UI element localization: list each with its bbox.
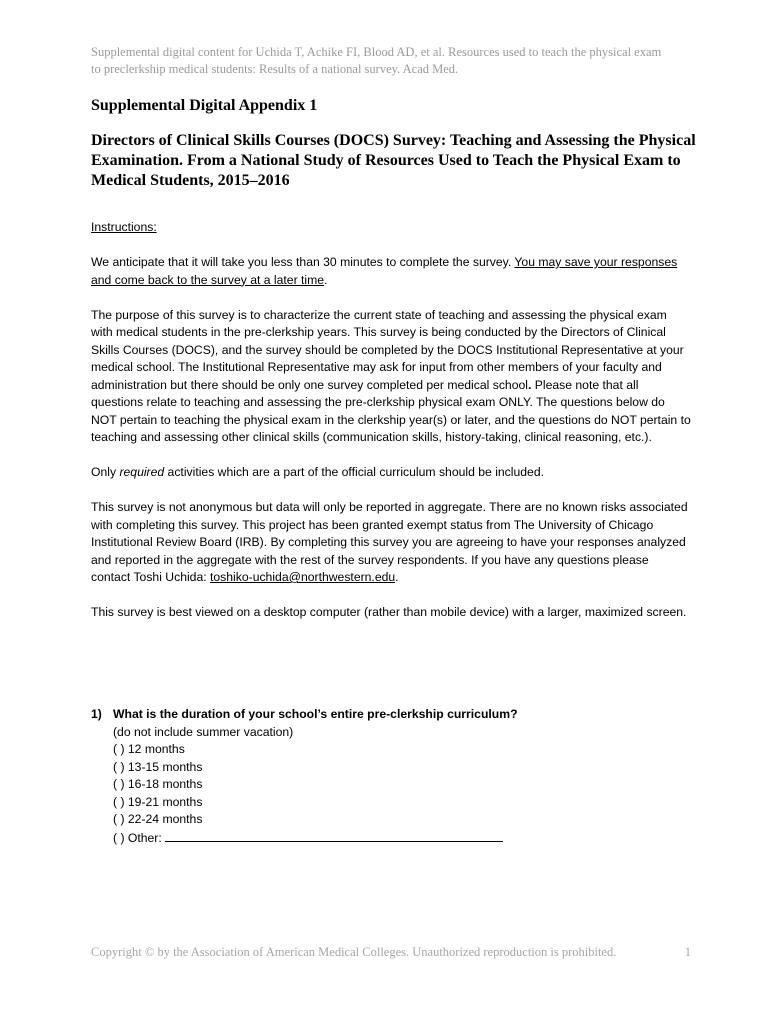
question-number: 1) [91, 707, 102, 721]
purpose-note: Please note that all questions relate to teaching and assessing the pre-clerkship physical exam ONLY. The questions below do NOT pertain to teaching the physical exam in the clerkship year(s) or later, and the questions do NOT pertain to teaching and assessing other clinical skills (communication skills, history-taking, clinical reasoning, etc.). [91, 377, 691, 444]
paragraph-viewing: This survey is best viewed on a desktop computer (rather than mobile device) with a larger, maximized screen. [91, 605, 687, 619]
option-other[interactable] [91, 829, 691, 848]
copyright-notice: Copyright © by the Association of American Medical Colleges. Unauthorized reproduction is prohibited. [91, 945, 617, 959]
header-line-2: to preclerkship medical students: Results of a national survey. Acad Med. [91, 62, 459, 76]
anonymity-end: . [395, 570, 399, 584]
page-number: 1 [684, 945, 691, 959]
required-text-a: Only [91, 465, 120, 479]
duration-text: We anticipate that it will take you less than 30 minutes to complete the survey. [91, 255, 515, 269]
question-1 [91, 706, 691, 847]
header-line-1: Supplemental digital content for Uchida T, Achike FI, Blood AD, et al. Resources used to teach the physical exam [91, 45, 662, 59]
contact-email-link[interactable]: toshiko-uchida@northwestern.edu [210, 570, 396, 584]
paragraph-purpose [91, 307, 691, 447]
option-16-18-months[interactable]: ( ) 16-18 months [113, 777, 203, 791]
page-footer [91, 944, 691, 960]
required-text-b: activities which are a part of the official curriculum should be included. [164, 465, 544, 479]
paragraph-anonymity [91, 499, 691, 587]
option-12-months[interactable]: ( ) 12 months [113, 742, 185, 756]
paragraph-required [91, 464, 691, 482]
question-note: (do not include summer vacation) [113, 724, 294, 739]
paragraph-duration [91, 254, 691, 289]
duration-end: . [324, 272, 328, 287]
question-text: What is the duration of your school’s entire pre-clerkship curriculum? [113, 707, 518, 721]
instructions-section [91, 219, 691, 639]
page-header [91, 44, 691, 78]
option-22-24-months[interactable]: ( ) 22-24 months [113, 812, 203, 826]
purpose-text: The purpose of this survey is to characterize the current state of teaching and assessing the physical exam with medical students in the pre-clerkship years. This survey is being conducted by the Directors of Clinical Skills Courses (DOCS), and the survey should be completed by the DOCS Institutional Representative at your medical school. The Institutional Representative may ask for input from other members of your faculty and administration but there should be only one survey completed per medical school [91, 307, 684, 392]
save-responses-note: You may save your responses and come back to the survey at a later time [91, 255, 678, 287]
option-13-15-months[interactable]: ( ) 13-15 months [113, 759, 203, 774]
instructions-heading: Instructions: [91, 220, 157, 234]
anonymity-text: This survey is not anonymous but data will only be reported in aggregate. There are no known risks associated with completing this survey. This project has been granted exempt status from The University of Chicago Institutional Review Board (IRB). By completing this survey you are agreeing to have your responses analyzed and reported in the aggregate with the rest of the survey respondents. If you have any questions please contact Toshi Uchida: [91, 500, 688, 584]
appendix-title: Supplemental Digital Appendix 1 [91, 97, 318, 114]
other-answer-blank[interactable] [165, 829, 503, 842]
required-emphasis: required [119, 465, 165, 479]
survey-title: Directors of Clinical Skills Courses (DOCS) Survey: Teaching and Assessing the Physical Examination. From a National Study of Resources Used to Teach the Physical Exam to Medical Students, 2015–2016 [91, 132, 696, 189]
option-other-label: ( ) Other: [113, 830, 166, 845]
option-19-21-months[interactable]: ( ) 19-21 months [113, 794, 203, 809]
purpose-bold-period: . [527, 377, 532, 392]
